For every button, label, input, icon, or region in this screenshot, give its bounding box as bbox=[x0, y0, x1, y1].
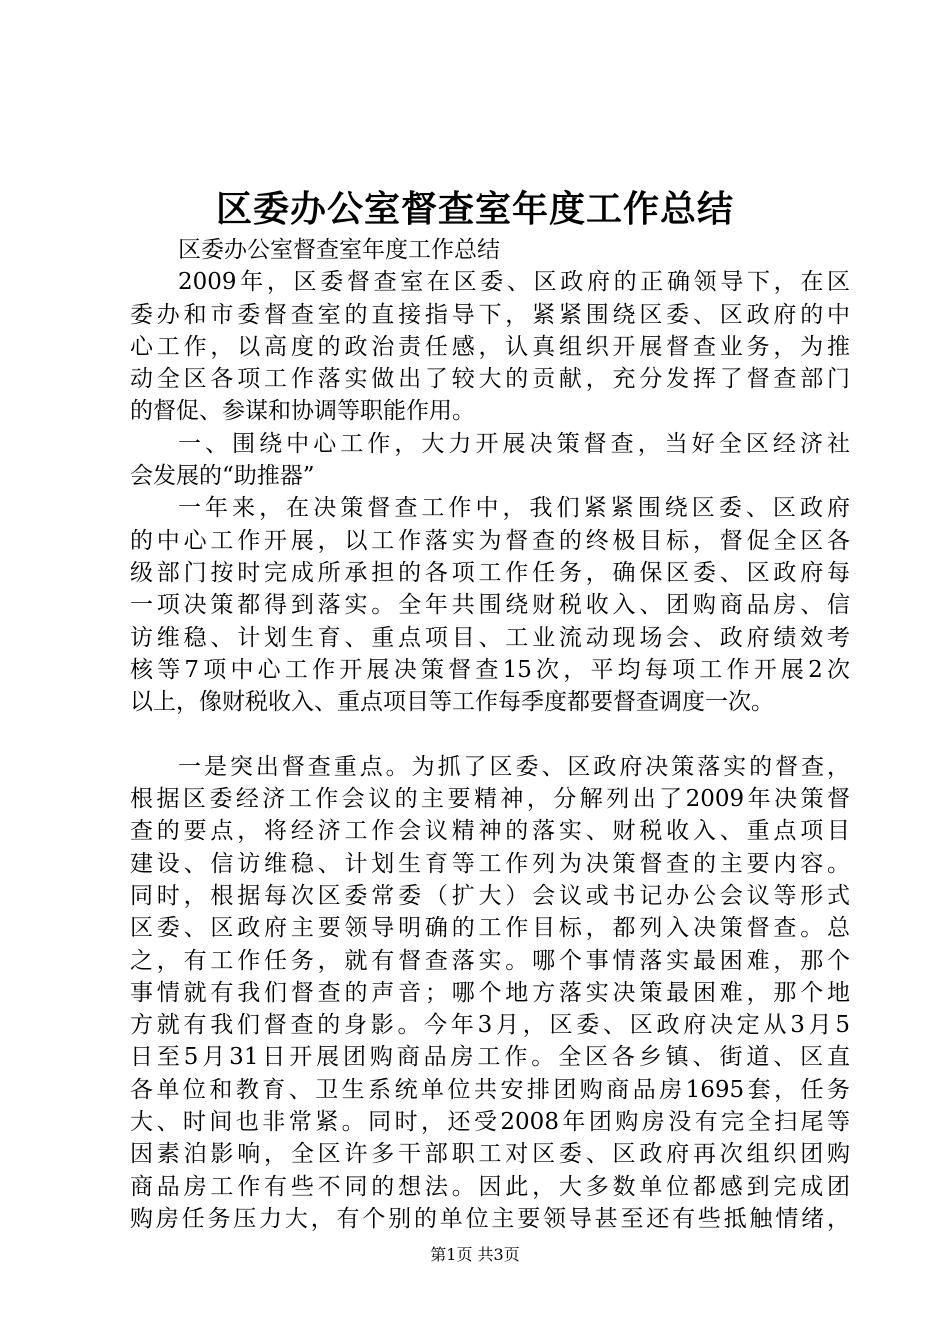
blank-line bbox=[130, 718, 850, 750]
page-title: 区委办公室督查室年度工作总结 bbox=[215, 188, 734, 230]
text-line: 心工作，以高度的政治责任感，认真组织开展督查业务，为推 bbox=[130, 333, 850, 360]
text-line: 建设、信访维稳、计划生育等工作列为决策督查的主要内容。 bbox=[130, 850, 850, 877]
text-line: 核等7项中心工作开展决策督查15次，平均每项工作开展2次 bbox=[130, 656, 850, 683]
text-line: 购房任务压力大，有个别的单位主要领导甚至还有些抵触情绪， bbox=[130, 1205, 850, 1232]
text-line: 区委办公室督查室年度工作总结 bbox=[178, 237, 500, 263]
text-line: 2009年，区委督查室在区委、区政府的正确领导下，在区 bbox=[178, 269, 850, 296]
text-line: 各单位和教育、卫生系统单位共安排团购商品房1695套，任务 bbox=[130, 1076, 850, 1103]
text-line: 大、时间也非常紧。同时，还受2008年团购房没有完全扫尾等 bbox=[130, 1109, 850, 1136]
text-line: 委办和市委督查室的直接指导下，紧紧围绕区委、区政府的中 bbox=[130, 301, 850, 328]
text-line: 一年来，在决策督查工作中，我们紧紧围绕区委、区政府 bbox=[178, 495, 850, 522]
text-line: 访维稳、计划生育、重点项目、工业流动现场会、政府绩效考 bbox=[130, 624, 850, 651]
text-line: 日至5月31日开展团购商品房工作。全区各乡镇、街道、区直 bbox=[130, 1044, 850, 1071]
text-line: 因素泊影响，全区许多干部职工对区委、区政府再次组织团购 bbox=[130, 1141, 850, 1168]
text-line: 一项决策都得到落实。全年共围绕财税收入、团购商品房、信 bbox=[130, 592, 850, 619]
text-line: 事情就有我们督查的声音；哪个地方落实决策最困难，那个地 bbox=[130, 979, 850, 1006]
text-line: 商品房工作有些不同的想法。因此，大多数单位都感到完成团 bbox=[130, 1173, 850, 1200]
text-line: 之，有工作任务，就有督查落实。哪个事情落实最困难，那个 bbox=[130, 947, 850, 974]
text-line: 的中心工作开展，以工作落实为督查的终极目标，督促全区各 bbox=[130, 527, 850, 554]
text-line: 区委、区政府主要领导明确的工作目标，都列入决策督查。总 bbox=[130, 915, 850, 942]
text-line: 会发展的“助推器” bbox=[130, 463, 315, 490]
text-line: 级部门按时完成所承担的各项工作任务，确保区委、区政府每 bbox=[130, 559, 850, 586]
text-line: 根据区委经济工作会议的主要精神，分解列出了2009年决策督 bbox=[130, 786, 850, 813]
text-line: 同时，根据每次区委常委（扩大）会议或书记办公会议等形式 bbox=[130, 882, 850, 909]
text-line: 一、围绕中心工作，大力开展决策督查，当好全区经济社 bbox=[178, 430, 850, 457]
text-line: 一是突出督查重点。为抓了区委、区政府决策落实的督查， bbox=[178, 753, 850, 780]
text-line: 查的要点，将经济工作会议精神的落实、财税收入、重点项目 bbox=[130, 818, 850, 845]
page-footer: 第1页 共3页 bbox=[430, 1245, 520, 1264]
text-line: 以上，像财税收入、重点项目等工作每季度都要督查调度一次。 bbox=[130, 689, 774, 716]
document-body bbox=[130, 234, 850, 1235]
text-line: 动全区各项工作落实做出了较大的贡献，充分发挥了督查部门 bbox=[130, 366, 850, 393]
text-line: 方就有我们督查的身影。今年3月，区委、区政府决定从3月5 bbox=[130, 1012, 850, 1039]
text-line: 的督促、参谋和协调等职能作用。 bbox=[130, 398, 475, 425]
